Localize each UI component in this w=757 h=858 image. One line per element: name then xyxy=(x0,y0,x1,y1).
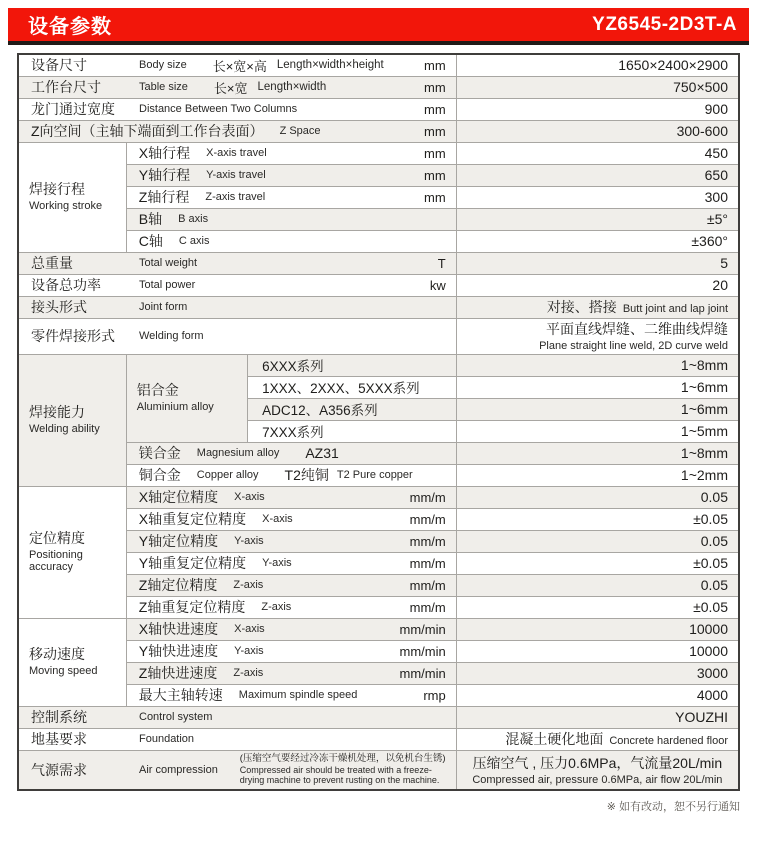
label-en: X-axis xyxy=(234,491,265,503)
label-cell xyxy=(18,120,456,142)
value-text: 900 xyxy=(704,101,728,117)
label-cell xyxy=(18,750,456,790)
value-text: 750×500 xyxy=(673,79,728,95)
unit-label: rmp xyxy=(423,687,446,703)
series-cell xyxy=(248,420,457,442)
value-cell xyxy=(456,318,739,354)
value-text: 0.05 xyxy=(700,533,728,549)
spec-row-y-repeat-positioning-accuracy xyxy=(18,552,739,574)
value-cell xyxy=(456,464,739,486)
label-cell xyxy=(126,574,456,596)
unit-label: mm/m xyxy=(409,511,446,527)
value-subtext-line: Plane straight line weld, 2D curve weld xyxy=(539,340,728,353)
value-text: 0.05 xyxy=(700,577,728,593)
spec-row-copper-alloy xyxy=(18,464,739,486)
spec-label-en: Length×width×height xyxy=(276,59,384,72)
spec-row-x-positioning-accuracy xyxy=(18,486,739,508)
value-text: 650 xyxy=(704,167,728,183)
label-cell xyxy=(126,618,456,640)
value-cell xyxy=(456,274,739,296)
label-en: Welding form xyxy=(139,330,204,342)
air-note-cn: (压缩空气要经过冷冻干燥机处理，以免机台生锈) xyxy=(239,753,446,765)
material-grade: T2纯铜 xyxy=(284,467,329,483)
spec-row-total-power xyxy=(18,274,739,296)
unit-label: mm xyxy=(424,189,446,205)
value-text: 300 xyxy=(704,189,728,205)
value-cell xyxy=(456,508,739,530)
model-number: YZ6545-2D3T-A xyxy=(592,13,737,35)
label-cell xyxy=(18,252,456,274)
label-en: Z-axis xyxy=(261,601,292,613)
value-text: ±0.05 xyxy=(693,511,728,527)
label-en: Z-axis xyxy=(233,667,264,679)
series-cell xyxy=(248,376,457,398)
label-en: X-axis xyxy=(234,623,265,635)
category-cell xyxy=(18,486,126,618)
label-cn: Y轴快进速度 xyxy=(138,643,219,659)
spec-row-c-axis xyxy=(18,230,739,252)
label-cn: 接头形式 xyxy=(31,299,87,315)
label-cell xyxy=(126,208,456,230)
label-cell xyxy=(18,318,456,354)
value-text: 1~8mm xyxy=(680,357,728,373)
spec-table-body xyxy=(18,54,739,790)
unit-label: mm/m xyxy=(409,555,446,571)
value-subtext: Concrete hardened floor xyxy=(609,735,728,747)
label-cell xyxy=(18,76,456,98)
value-cell xyxy=(456,230,739,252)
category-label-en: Working stroke xyxy=(29,200,103,213)
spec-row-joint-form xyxy=(18,296,739,318)
label-en: Y-axis xyxy=(234,645,264,657)
spec-row-total-weight xyxy=(18,252,739,274)
series-label: ADC12、A356系列 xyxy=(262,403,378,418)
spec-row-y-rapid-speed xyxy=(18,640,739,662)
value-cell xyxy=(456,76,739,98)
unit-label: mm xyxy=(424,79,446,95)
spec-row-aluminium-6xxx xyxy=(18,354,739,376)
page-title: 设备参数 xyxy=(28,16,112,38)
spec-row-welding-form xyxy=(18,318,739,354)
value-text: 1~8mm xyxy=(680,445,728,461)
value-text: ±5° xyxy=(706,211,728,227)
category-label-cn: 焊接行程 xyxy=(29,181,85,198)
material-grade: AZ31 xyxy=(305,445,339,461)
spec-row-gantry-width xyxy=(18,98,739,120)
category-label-cn: 定位精度 xyxy=(29,529,85,546)
spec-row-max-spindle-speed xyxy=(18,684,739,706)
value-text: 1~2mm xyxy=(680,467,728,483)
unit-label: T xyxy=(437,255,446,271)
label-cell xyxy=(18,728,456,750)
unit-label: mm xyxy=(424,101,446,117)
label-cell xyxy=(126,508,456,530)
value-text: 0.05 xyxy=(700,489,728,505)
value-cell xyxy=(456,296,739,318)
category-label-en: Positioning accuracy xyxy=(29,548,83,574)
value-text: 平面直线焊缝、二维曲线焊缝 xyxy=(546,321,728,338)
label-cn: X轴快进速度 xyxy=(138,621,219,637)
label-en: Body size xyxy=(139,59,187,72)
material-grade-en: T2 Pure copper xyxy=(336,469,413,481)
value-cell xyxy=(456,684,739,706)
value-text: 1~6mm xyxy=(680,379,728,395)
spec-row-y-axis-travel xyxy=(18,164,739,186)
value-cell xyxy=(456,596,739,618)
unit-label: mm/m xyxy=(409,599,446,615)
value-text: YOUZHI xyxy=(675,709,728,725)
label-en: Copper alloy xyxy=(196,469,259,481)
label-en: Maximum spindle speed xyxy=(238,689,358,701)
label-cn: Z轴重复定位精度 xyxy=(138,599,246,615)
label-en: Control system xyxy=(139,711,213,723)
value-cell xyxy=(456,186,739,208)
header-bar xyxy=(8,8,749,45)
series-label: 7XXX系列 xyxy=(262,425,324,440)
spec-table xyxy=(17,53,740,791)
value-cell xyxy=(456,574,739,596)
label-cn: X轴定位精度 xyxy=(138,489,219,505)
label-cell xyxy=(126,552,456,574)
category-label-en: Moving speed xyxy=(29,665,98,678)
value-cell xyxy=(456,398,739,420)
unit-label: mm/m xyxy=(409,577,446,593)
air-note-en: Compressed air should be treated with a freeze-drying machine to prevent rusting on the machine. xyxy=(239,764,440,786)
label-en: C axis xyxy=(178,235,210,247)
label-cell xyxy=(126,442,456,464)
value-cell xyxy=(456,420,739,442)
label-en: X-axis travel xyxy=(206,147,267,159)
label-cn: C轴 xyxy=(138,233,163,249)
label-en: Z Space xyxy=(279,125,321,137)
series-cell xyxy=(248,398,457,420)
category-label-en: Welding ability xyxy=(29,423,100,436)
value-text: 1~5mm xyxy=(680,423,728,439)
value-text: 5 xyxy=(720,255,728,271)
value-cell xyxy=(456,728,739,750)
category-label-cn: 移动速度 xyxy=(29,646,85,663)
label-en: Z-axis xyxy=(233,579,264,591)
label-cn: 地基要求 xyxy=(31,731,87,747)
value-text: 混凝土硬化地面 xyxy=(505,731,604,747)
value-cell xyxy=(456,98,739,120)
spec-row-foundation xyxy=(18,728,739,750)
label-cn: Y轴定位精度 xyxy=(138,533,219,549)
value-text: 1~6mm xyxy=(680,401,728,417)
spec-row-x-axis-travel xyxy=(18,142,739,164)
value-cell xyxy=(456,552,739,574)
series-cell xyxy=(248,354,457,376)
label-en: Foundation xyxy=(139,733,195,745)
category-cell xyxy=(18,354,126,486)
spec-row-body-size xyxy=(18,54,739,76)
value-text: 450 xyxy=(704,145,728,161)
label-cn: X轴行程 xyxy=(138,145,191,161)
label-cn: 设备总功率 xyxy=(31,277,101,293)
value-text: 10000 xyxy=(689,643,728,659)
label-cn: Z轴定位精度 xyxy=(138,577,218,593)
label-en: Y-axis xyxy=(234,535,264,547)
value-cell xyxy=(456,142,739,164)
label-cn: Z向空间（主轴下端面到工作台表面） xyxy=(31,123,264,139)
unit-label: mm/m xyxy=(409,533,446,549)
value-cell xyxy=(456,120,739,142)
spec-row-control-system xyxy=(18,706,739,728)
label-cn: X轴重复定位精度 xyxy=(138,511,247,527)
spec-row-table-size xyxy=(18,76,739,98)
category-cell xyxy=(18,142,126,252)
label-en: Distance Between Two Columns xyxy=(139,103,298,115)
spec-row-z-rapid-speed xyxy=(18,662,739,684)
label-cn: 气源需求 xyxy=(31,761,87,778)
label-en: Air compression xyxy=(139,763,218,776)
label-cell xyxy=(126,486,456,508)
value-text: 20 xyxy=(712,277,728,293)
category-label-cn: 焊接能力 xyxy=(29,404,85,421)
label-en: Magnesium alloy xyxy=(196,447,280,459)
value-subtext: Butt joint and lap joint xyxy=(622,303,728,315)
value-text: 压缩空气 , 压力0.6MPa，气流量20L/min xyxy=(472,754,723,771)
label-en: B axis xyxy=(178,213,209,225)
label-en: Table size xyxy=(139,81,188,93)
label-cn: Y轴行程 xyxy=(138,167,191,183)
label-en: Y-axis xyxy=(262,557,292,569)
change-notice: ※ 如有改动，恕不另行通知 xyxy=(606,801,740,813)
value-text: 10000 xyxy=(689,621,728,637)
value-text: 300-600 xyxy=(676,123,728,139)
unit-label: mm xyxy=(424,167,446,183)
value-cell xyxy=(456,486,739,508)
spec-row-x-rapid-speed xyxy=(18,618,739,640)
label-cn: 零件焊接形式 xyxy=(31,328,115,344)
value-cell xyxy=(456,530,739,552)
label-cell xyxy=(126,640,456,662)
spec-row-z-axis-travel xyxy=(18,186,739,208)
unit-label: mm xyxy=(424,57,446,73)
label-cell xyxy=(126,142,456,164)
label-cell xyxy=(18,54,456,76)
value-cell xyxy=(456,252,739,274)
label-cell xyxy=(126,662,456,684)
spec-row-z-repeat-positioning-accuracy xyxy=(18,596,739,618)
label-cell xyxy=(18,706,456,728)
value-text: 对接、搭接 xyxy=(546,299,617,315)
label-cell xyxy=(18,296,456,318)
label-cn: 控制系统 xyxy=(31,709,87,725)
series-label: 1XXX、2XXX、5XXX系列 xyxy=(262,381,420,396)
air-note xyxy=(240,753,446,786)
label-en: Joint form xyxy=(139,301,188,313)
label-cn: 龙门通过宽度 xyxy=(31,101,115,117)
label-cell xyxy=(126,684,456,706)
label-en: X-axis xyxy=(262,513,293,525)
value-text: 4000 xyxy=(696,687,728,703)
label-cell xyxy=(18,98,456,120)
label-cn: 工作台尺寸 xyxy=(31,79,101,95)
value-cell xyxy=(456,208,739,230)
spec-row-y-positioning-accuracy xyxy=(18,530,739,552)
spec-row-b-axis xyxy=(18,208,739,230)
label-en: Y-axis travel xyxy=(206,169,266,181)
spec-label-en: Length×width xyxy=(257,81,327,93)
label-en: Total power xyxy=(139,279,196,291)
unit-label: mm xyxy=(424,123,446,139)
label-cn: 最大主轴转速 xyxy=(138,687,223,703)
value-cell xyxy=(456,640,739,662)
value-cell xyxy=(456,54,739,76)
spec-label-cn: 长×宽 xyxy=(213,80,248,96)
subcategory-label-en: Aluminium alloy xyxy=(136,401,214,414)
label-en: Total weight xyxy=(139,257,198,269)
label-cell xyxy=(126,230,456,252)
value-text: 1650×2400×2900 xyxy=(618,57,728,74)
label-cell xyxy=(18,274,456,296)
unit-label: mm/min xyxy=(399,643,446,659)
label-cn: Z轴行程 xyxy=(138,189,190,205)
spec-row-x-repeat-positioning-accuracy xyxy=(18,508,739,530)
label-cell xyxy=(126,464,456,486)
value-cell xyxy=(456,376,739,398)
unit-label: mm/m xyxy=(409,489,446,505)
label-cn: Z轴快进速度 xyxy=(138,665,218,681)
value-cell xyxy=(456,164,739,186)
subcategory-cell xyxy=(126,354,247,442)
label-cell xyxy=(126,530,456,552)
spec-label-cn: 长×宽×高 xyxy=(212,58,267,74)
value-text: ±0.05 xyxy=(693,599,728,615)
label-cell xyxy=(126,186,456,208)
spec-row-z-space xyxy=(18,120,739,142)
unit-label: mm/min xyxy=(399,621,446,637)
value-cell xyxy=(456,618,739,640)
value-subtext-line: Compressed air, pressure 0.6MPa, air flow 20L/min xyxy=(472,773,723,786)
label-cn: B轴 xyxy=(138,211,163,227)
label-cn: 设备尺寸 xyxy=(31,57,87,74)
category-cell xyxy=(18,618,126,706)
series-label: 6XXX系列 xyxy=(262,359,324,374)
value-text: ±360° xyxy=(691,233,728,249)
value-text: ±0.05 xyxy=(693,555,728,571)
label-cn: 镁合金 xyxy=(138,445,181,461)
spec-row-magnesium-alloy xyxy=(18,442,739,464)
value-cell xyxy=(456,442,739,464)
value-cell xyxy=(456,662,739,684)
spec-row-z-positioning-accuracy xyxy=(18,574,739,596)
value-text: 3000 xyxy=(696,665,728,681)
spec-row-air-compression xyxy=(18,750,739,790)
unit-label: mm xyxy=(424,145,446,161)
value-cell xyxy=(456,706,739,728)
value-cell xyxy=(456,354,739,376)
label-cn: 铜合金 xyxy=(138,467,181,483)
subcategory-label-cn: 铝合金 xyxy=(136,382,179,399)
label-cell xyxy=(126,596,456,618)
label-cn: 总重量 xyxy=(31,255,73,271)
label-en: Z-axis travel xyxy=(205,191,266,203)
label-cell xyxy=(126,164,456,186)
value-cell xyxy=(456,750,739,790)
label-cn: Y轴重复定位精度 xyxy=(138,555,247,571)
unit-label: kw xyxy=(429,277,446,293)
unit-label: mm/min xyxy=(399,665,446,681)
